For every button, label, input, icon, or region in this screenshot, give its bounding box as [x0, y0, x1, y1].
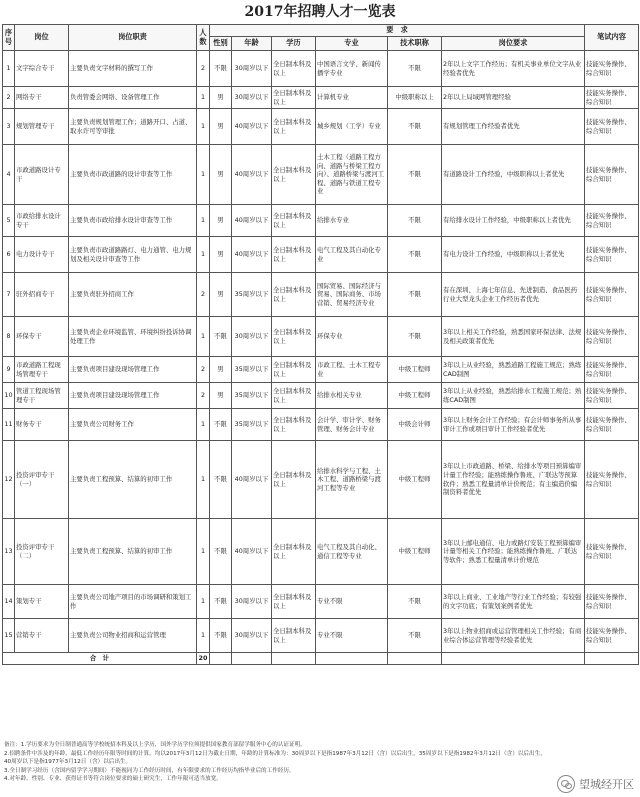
- total-empty: [442, 653, 585, 665]
- header-count: 人数: [197, 25, 210, 51]
- table-row: [3, 87, 639, 109]
- cell-title-rank: 中级工程师: [388, 441, 442, 519]
- cell-edu: 全日制本科及以上: [272, 51, 316, 87]
- header-title-rank: 技术职称: [388, 37, 442, 51]
- cell-gender: 男: [210, 145, 232, 205]
- cell-duty: 主要负责工程预算、结算的初审工作: [69, 441, 197, 519]
- cell-major: 电气工程及其自动化、通信工程等专业: [316, 519, 388, 585]
- cell-major: 国际贸易、国际经济与贸易、国际商务、市场营销、贸易经济专业: [316, 273, 388, 317]
- cell-edu: 全日制本科及以上: [272, 109, 316, 145]
- cell-edu: 全日制本科及以上: [272, 619, 316, 653]
- header-no: 序号: [3, 25, 15, 51]
- cell-gender: 男: [210, 383, 232, 409]
- cell-major: 市政工程、土木工程专业: [316, 357, 388, 383]
- cell-age: 35周岁以下: [232, 409, 272, 441]
- cell-post-req: 3年以上相关工作经验，熟悉国家环保法律、法规及相关政策者优先: [442, 317, 585, 357]
- cell-duty: 主要负责文字材料的撰写工作: [69, 51, 197, 87]
- cell-duty: 主要负责公司地产项目的市场调研和策划工作: [69, 585, 197, 619]
- table-row: [3, 205, 639, 237]
- cell-gender: 不限: [210, 441, 232, 519]
- table-row: [3, 109, 639, 145]
- cell-major: 城乡规划（工学）专业: [316, 109, 388, 145]
- cell-exam: 技能实务操作、综合知识: [585, 519, 639, 585]
- total-empty: [388, 653, 442, 665]
- cell-count: 2: [197, 383, 210, 409]
- recruitment-table: [2, 24, 639, 665]
- cell-exam: 技能实务操作、综合知识: [585, 383, 639, 409]
- cell-post-req: 3年以上财务会计工作经验；有会计师事务所从事审计工作或项目审计工作经验者优先: [442, 409, 585, 441]
- cell-no: 2: [3, 87, 15, 109]
- cell-duty: 主要负责驻外招商工作: [69, 273, 197, 317]
- cell-edu: 全日制本科及以上: [272, 409, 316, 441]
- cell-no: 5: [3, 205, 15, 237]
- cell-edu: 全日制本科及以上: [272, 585, 316, 619]
- watermark: [557, 775, 634, 793]
- table-row: [3, 519, 639, 585]
- cell-edu: 全日制本科及以上: [272, 87, 316, 109]
- cell-gender: 不限: [210, 519, 232, 585]
- cell-post-req: 有给排水设计工作经验，中级职称以上者优先: [442, 205, 585, 237]
- cell-no: 13: [3, 519, 15, 585]
- cell-edu: 全日制本科及以上: [272, 357, 316, 383]
- cell-duty: 主要负责项目建设现场管理工作: [69, 357, 197, 383]
- cell-duty: 主要负责项目建设现场管理工作: [69, 383, 197, 409]
- cell-gender: 男: [210, 109, 232, 145]
- cell-no: 3: [3, 109, 15, 145]
- note-line: 4.对年龄、性别、专业、获得证书等符合岗位要求的硕士研究生，工作年限可适当放宽。: [4, 776, 222, 783]
- cell-gender: 不限: [210, 317, 232, 357]
- cell-post: 规划管理专干: [15, 109, 69, 145]
- note-line: 备注：1.学历要求为全日制普通高等学校统招本科及以上学历，国外学历学位须提供国家教育部留学服务中心的认证证明。: [4, 742, 306, 748]
- cell-duty: 主要负责市政道路路灯、电力通管、电力规划及相关设计审查等工作: [69, 237, 197, 273]
- cell-major: 专业不限: [316, 619, 388, 653]
- cell-gender: 不限: [210, 409, 232, 441]
- total-empty: [232, 653, 272, 665]
- table-row: [3, 357, 639, 383]
- cell-post: 财务专干: [15, 409, 69, 441]
- cell-age: 30周岁以下: [232, 585, 272, 619]
- cell-age: 40周岁以下: [232, 109, 272, 145]
- cell-post-req: 2年以上局域网管理经验: [442, 87, 585, 109]
- header-duty: 岗位职责: [69, 25, 197, 51]
- cell-duty: 主要负责公司财务工作: [69, 409, 197, 441]
- cell-age: 40周岁以下: [232, 441, 272, 519]
- cell-major: 专业不限: [316, 585, 388, 619]
- cell-post-req: 有在深圳、上海七年信息、先进制造、食品医药行业大型龙头企业工作经历者优先: [442, 273, 585, 317]
- header-gender: 性别: [210, 37, 232, 51]
- cell-count: 1: [197, 409, 210, 441]
- total-empty: [316, 653, 388, 665]
- watermark-text: 望城经开区: [579, 778, 634, 791]
- cell-edu: 全日制本科及以上: [272, 383, 316, 409]
- cell-major: 会计学、审计学、财务管理、财务会计专业: [316, 409, 388, 441]
- cell-age: 40周岁以下: [232, 237, 272, 273]
- cell-post: 市政给排水设计专干: [15, 205, 69, 237]
- header-requirements: 要 求: [210, 25, 585, 37]
- cell-major: 电气工程及其自动化专业: [316, 237, 388, 273]
- table-row: [3, 441, 639, 519]
- header-post: 岗位: [15, 25, 69, 51]
- cell-post: 驻外招商专干: [15, 273, 69, 317]
- cell-exam: 技能实务操作、综合知识: [585, 441, 639, 519]
- header-exam: 笔试内容: [585, 25, 639, 51]
- cell-no: 9: [3, 357, 15, 383]
- cell-exam: 技能实务操作、综合知识: [585, 409, 639, 441]
- cell-duty: 主要负责市政给排水设计审查等工作: [69, 205, 197, 237]
- cell-age: 40周岁以下: [232, 205, 272, 237]
- cell-count: 1: [197, 619, 210, 653]
- total-empty: [210, 653, 232, 665]
- cell-title-rank: 不限: [388, 237, 442, 273]
- cell-no: 4: [3, 145, 15, 205]
- cell-edu: 全日制本科及以上: [272, 519, 316, 585]
- cell-post-req: 3年以上从业经验，熟悉给排水工程施工规范；熟练CAD制图: [442, 383, 585, 409]
- cell-title-rank: 不限: [388, 145, 442, 205]
- cell-major: 给排水科学与工程、土木工程、道路桥梁与渡河工程等专业: [316, 441, 388, 519]
- cell-post: 电力设计专干: [15, 237, 69, 273]
- note-line: 2.招聘条件中涉及的年龄、最低工作经历年限等时间的计算，均以2017年3月12日为截止日期，年龄的计算标准为：30周岁以下是指1987年3月12日（含）以后出生，35周岁以下是指1982年3月12日（含）以后出生，: [4, 750, 546, 757]
- cell-age: 30周岁以下: [232, 619, 272, 653]
- cell-title-rank: 中级职称以上: [388, 87, 442, 109]
- cell-exam: 技能实务操作、综合知识: [585, 585, 639, 619]
- table-row: [3, 619, 639, 653]
- cell-post: 策划专干: [15, 585, 69, 619]
- cell-edu: 全日制本科及以上: [272, 145, 316, 205]
- cell-count: 2: [197, 357, 210, 383]
- cell-count: 1: [197, 145, 210, 205]
- cell-exam: 技能实务操作、综合知识: [585, 237, 639, 273]
- cell-no: 8: [3, 317, 15, 357]
- cell-title-rank: 中级工程师: [388, 519, 442, 585]
- cell-edu: 全日制本科及以上: [272, 205, 316, 237]
- table-row: [3, 409, 639, 441]
- table-row: [3, 585, 639, 619]
- cell-exam: 技能实务操作、综合知识: [585, 109, 639, 145]
- wechat-icon: [557, 775, 575, 793]
- cell-exam: 技能实务操作、综合知识: [585, 145, 639, 205]
- cell-no: 11: [3, 409, 15, 441]
- cell-count: 1: [197, 585, 210, 619]
- total-empty: [585, 653, 639, 665]
- cell-post: 文字综合专干: [15, 51, 69, 87]
- cell-no: 6: [3, 237, 15, 273]
- header-major: 专业: [316, 37, 388, 51]
- cell-post-req: 有道路设计工作经验，中级职称以上者优先: [442, 145, 585, 205]
- cell-post-req: 3年以上市政道路、桥梁、给排水等项目预算编审计量工作经验；能熟练操作鲁班、广联达等预算软件；熟悉工程量清单计价规范；有主编造价编制资料者优先: [442, 441, 585, 519]
- cell-post: 管道工程现场管理专干: [15, 383, 69, 409]
- cell-title-rank: 不限: [388, 51, 442, 87]
- cell-post: 市政道路设计专干: [15, 145, 69, 205]
- cell-duty: 主要负责工程预算、结算的初审工作: [69, 519, 197, 585]
- note-line: 3.全日制学习经历（含国内留学学习期间）不能视同为工作经历时间，有年限要求的工作经历均指毕业后的工作经历。: [4, 767, 295, 774]
- cell-age: 35周岁以下: [232, 273, 272, 317]
- header-edu: 学历: [272, 37, 316, 51]
- cell-title-rank: 中级会计师: [388, 409, 442, 441]
- cell-no: 14: [3, 585, 15, 619]
- cell-gender: 男: [210, 205, 232, 237]
- cell-duty: 主要负责公司物业招商和运营管理: [69, 619, 197, 653]
- total-empty: [272, 653, 316, 665]
- header-post-req: 岗位要求: [442, 37, 585, 51]
- cell-post: 环保专干: [15, 317, 69, 357]
- cell-post: 市政道路工程现场管理专干: [15, 357, 69, 383]
- cell-no: 12: [3, 441, 15, 519]
- cell-title-rank: 不限: [388, 619, 442, 653]
- cell-no: 10: [3, 383, 15, 409]
- cell-edu: 全日制本科及以上: [272, 317, 316, 357]
- table-row: [3, 383, 639, 409]
- cell-gender: 不限: [210, 51, 232, 87]
- cell-exam: 技能实务操作、综合知识: [585, 273, 639, 317]
- cell-title-rank: 不限: [388, 205, 442, 237]
- cell-count: 1: [197, 237, 210, 273]
- cell-title-rank: 不限: [388, 273, 442, 317]
- cell-post-req: 3年以上邮电通信、电力或路灯安装工程预算编审计量等相关工作经验；能熟练操作鲁班、广联达等软件；熟悉工程量清单计价规范: [442, 519, 585, 585]
- cell-duty: 主要负责企业环境监管、环境纠纷投诉协调处理工作: [69, 317, 197, 357]
- cell-post: 投资评审专干（一）: [15, 441, 69, 519]
- cell-post: 营销专干: [15, 619, 69, 653]
- table-row: [3, 237, 639, 273]
- cell-edu: 全日制本科及以上: [272, 273, 316, 317]
- cell-no: 15: [3, 619, 15, 653]
- cell-age: 30周岁以下: [232, 317, 272, 357]
- table-row: [3, 145, 639, 205]
- cell-edu: 全日制本科及以上: [272, 441, 316, 519]
- total-count: 20: [197, 653, 210, 665]
- cell-post-req: 有电力设计工作经验，中级职称以上者优先: [442, 237, 585, 273]
- cell-count: 1: [197, 87, 210, 109]
- cell-major: 给排水专业: [316, 205, 388, 237]
- cell-exam: 技能实务操作、综合知识: [585, 51, 639, 87]
- cell-gender: 不限: [210, 585, 232, 619]
- cell-exam: 技能实务操作、综合知识: [585, 317, 639, 357]
- cell-exam: 技能实务操作、综合知识: [585, 619, 639, 653]
- cell-count: 1: [197, 441, 210, 519]
- cell-major: 给排水相关专业: [316, 383, 388, 409]
- cell-age: 40周岁以下: [232, 145, 272, 205]
- cell-post-req: 2年以上文字工作经历；有机关事业单位文字从业经验者优先: [442, 51, 585, 87]
- cell-post-req: 有规划管理工作经验者优先: [442, 109, 585, 145]
- cell-title-rank: 中级工程师: [388, 383, 442, 409]
- cell-count: 2: [197, 273, 210, 317]
- cell-major: 环保专业: [316, 317, 388, 357]
- cell-major: 土木工程（道路工程方向、道路与桥梁工程方向）、道路桥梁与渡河工程、道路与铁道工程专业: [316, 145, 388, 205]
- cell-count: 2: [197, 51, 210, 87]
- cell-exam: 技能实务操作、综合知识: [585, 357, 639, 383]
- cell-age: 35周岁以下: [232, 357, 272, 383]
- cell-duty: 主要负责市政道路的设计审查等工作: [69, 145, 197, 205]
- page-title: 2017年招聘人才一览表: [244, 4, 396, 20]
- cell-major: 计算机专业: [316, 87, 388, 109]
- cell-count: 1: [197, 205, 210, 237]
- cell-count: 1: [197, 317, 210, 357]
- table-row: [3, 317, 639, 357]
- table-row: [3, 51, 639, 87]
- cell-age: 35周岁以下: [232, 383, 272, 409]
- table-row: [3, 273, 639, 317]
- cell-count: 1: [197, 519, 210, 585]
- cell-age: 30周岁以下: [232, 51, 272, 87]
- cell-gender: 不限: [210, 619, 232, 653]
- cell-gender: 男: [210, 87, 232, 109]
- cell-major: 中国语言文学、新闻传播学专业: [316, 51, 388, 87]
- cell-post-req: 3年以上商业、工业地产等行业工作经验；有较强的文字功底；有策划案例者优先: [442, 585, 585, 619]
- cell-post: 网络专干: [15, 87, 69, 109]
- cell-gender: 男: [210, 237, 232, 273]
- cell-exam: 技能实务操作、综合知识: [585, 87, 639, 109]
- notes: [4, 741, 564, 784]
- total-label: 合 计: [3, 653, 197, 665]
- cell-title-rank: 不限: [388, 317, 442, 357]
- cell-gender: 男: [210, 273, 232, 317]
- cell-age: 30周岁以下: [232, 87, 272, 109]
- cell-edu: 全日制本科及以上: [272, 237, 316, 273]
- cell-no: 1: [3, 51, 15, 87]
- cell-post: 投资评审专干（二）: [15, 519, 69, 585]
- cell-title-rank: 不限: [388, 109, 442, 145]
- cell-post-req: 3年以上从业经验，熟悉道路工程施工规范；熟练CAD制图: [442, 357, 585, 383]
- cell-duty: 主要负责规划管理工作；道路开口、占道、取水许可等审批: [69, 109, 197, 145]
- cell-title-rank: 不限: [388, 585, 442, 619]
- cell-exam: 技能实务操作、综合知识: [585, 205, 639, 237]
- header-age: 年龄: [232, 37, 272, 51]
- note-line: 40周岁以下是指1977年3月12日（含）以后出生。: [4, 759, 132, 766]
- cell-post-req: 3年以上物业招商或运营管理相关工作经验；有商业综合体运营管理等经验者优先: [442, 619, 585, 653]
- cell-gender: 男: [210, 357, 232, 383]
- cell-count: 1: [197, 109, 210, 145]
- cell-duty: 负责管委会网络、设备管理工作: [69, 87, 197, 109]
- cell-age: 40周岁以下: [232, 519, 272, 585]
- cell-no: 7: [3, 273, 15, 317]
- cell-title-rank: 中级工程师: [388, 357, 442, 383]
